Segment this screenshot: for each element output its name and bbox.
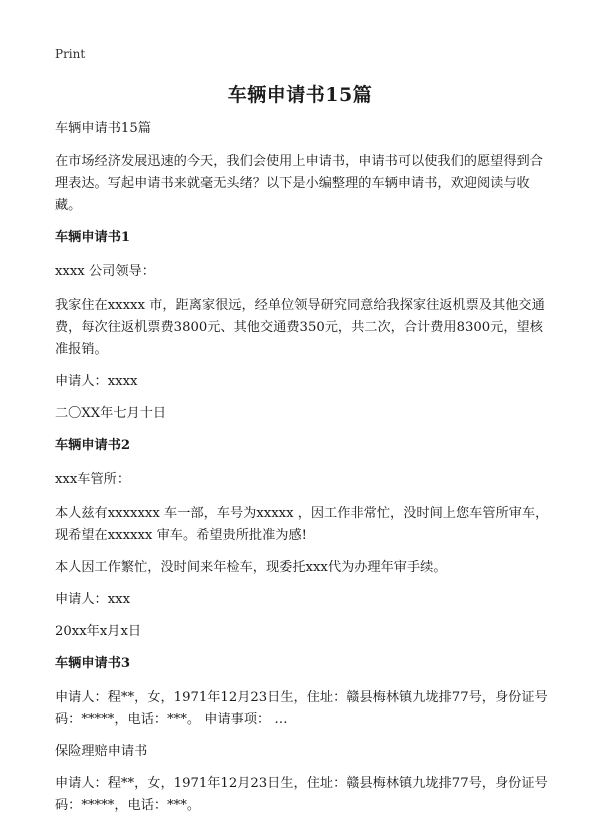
print-label: Print (55, 47, 86, 61)
section-1-date: 二〇XX年七月十日 (55, 406, 167, 421)
document-subtitle: 车辆申请书15篇 (55, 121, 151, 136)
section-1-paragraph: 我家住在xxxxx 市，距离家很远，经单位领导研究同意给我探家往返机票及其他交通费，每次往返机票费3800元、其他交通费350元，共二次，合计费用8300元，望核准报销。 (55, 298, 545, 357)
document-content (55, 118, 555, 827)
section-3-paragraph-1: 申请人：程**，女，1971年12月23日生，住址：赣县梅林镇九垅排77号，身份证号码：*****，电话：***。 申请事项： … (55, 690, 548, 727)
section-1-applicant: 申请人：xxxx (55, 374, 138, 389)
intro-paragraph: 在市场经济发展迅速的今天，我们会使用上申请书，申请书可以使我们的愿望得到合理表达。写起申请书来就毫无头绪？以下是小编整理的车辆申请书，欢迎阅读与收藏。 (55, 154, 543, 213)
document-title: 车辆申请书15篇 (227, 84, 373, 106)
section-1-addressee: xxxx 公司领导： (55, 264, 155, 279)
section-2-date: 20xx年x月x日 (55, 624, 142, 639)
section-3-subheading: 保险理赔申请书 (55, 744, 148, 759)
section-1-heading: 车辆申请书1 (55, 230, 131, 245)
section-2-paragraph-2: 本人因工作繁忙，没时间来年检车，现委托xxx代为办理年审手续。 (55, 560, 447, 575)
section-2-applicant: 申请人：xxx (55, 592, 131, 607)
section-3-heading: 车辆申请书3 (55, 656, 131, 671)
section-2-paragraph-1: 本人兹有xxxxxxx 车一部，车号为xxxxx ，因工作非常忙，没时间上您车管所审车，现希望在xxxxxx 审车。希望贵所批准为感! (55, 506, 549, 543)
section-2-addressee: xxx车管所： (55, 472, 131, 487)
section-3-paragraph-2: 申请人：程**，女，1971年12月23日生，住址：赣县梅林镇九垅排77号，身份证号码：*****，电话：***。 (55, 776, 548, 813)
section-2-heading: 车辆申请书2 (55, 438, 131, 453)
